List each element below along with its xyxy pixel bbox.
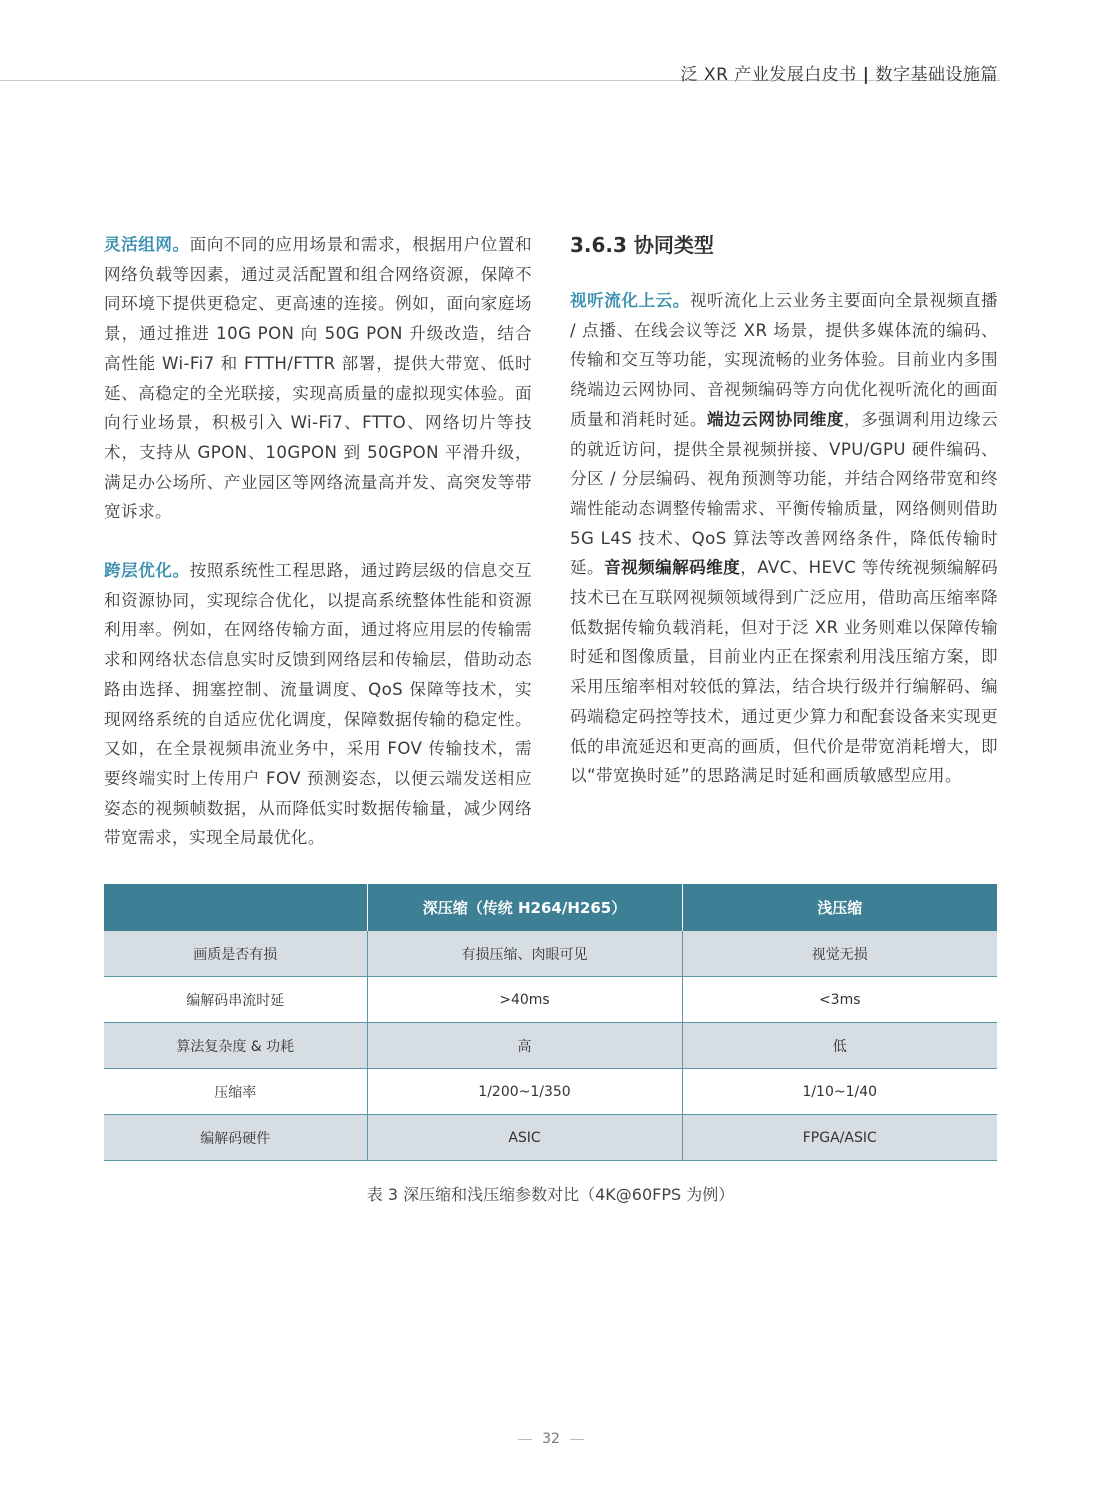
page-number: 32	[542, 1431, 560, 1447]
table-row	[104, 1115, 997, 1161]
table-cell: 算法复杂度 & 功耗	[104, 1023, 367, 1069]
paragraph-lead: 灵活组网。	[104, 235, 190, 254]
paragraph-text: 面向不同的应用场景和需求，根据用户位置和网络负载等因素，通过灵活配置和组合网络资源，保障不同环境下提供更稳定、更高速的连接。例如，面向家庭场景，通过推进 10G PON 向 50G PON 升级改造，结合高性能 Wi-Fi7 和 FTTH/FTTR 部署，提供大带宽、低时延、高稳定的全光联接，实现高质量的虚拟现实体验。面向行业场景，积极引入 Wi-Fi7、FTTO、网络切片等技术，支持从 GPON、10GPON 到 50GPON 平滑升级，满足办公场所、产业园区等网络流量高并发、高突发等带宽诉求。	[104, 235, 533, 522]
table-row	[104, 977, 997, 1023]
footer-dash	[570, 1439, 584, 1440]
page-footer	[0, 1431, 1102, 1447]
left-column	[104, 230, 532, 853]
table-row	[104, 1023, 997, 1069]
paragraph-text: ，多强调利用边缘云的就近访问，提供全景视频拼接、VPU/GPU 硬件编码、分区 / 分层编码、视角预测等功能，并结合网络带宽和终端性能动态调整传输需求、平衡传输质量，网络侧则借助 5G L4S 技术、QoS 算法等改善网络条件，降低传输时延。	[570, 409, 998, 578]
paragraph-flexible-networking	[104, 230, 532, 527]
table-caption: 表 3 深压缩和浅压缩参数对比（4K@60FPS 为例）	[366, 1185, 735, 1204]
table-cell: 编解码硬件	[104, 1115, 367, 1161]
footer-dash	[518, 1439, 532, 1440]
table-cell: 编解码串流时延	[104, 977, 367, 1023]
table-cell: >40ms	[367, 977, 682, 1023]
table-header-cell: 浅压缩	[682, 884, 997, 931]
paragraph-cross-layer	[104, 556, 532, 853]
table-header-cell: 深压缩（传统 H264/H265）	[367, 884, 682, 931]
section-heading: 3.6.3 协同类型	[570, 233, 714, 257]
table-row	[104, 1069, 997, 1115]
document-title: 泛 XR 产业发展白皮书	[680, 65, 857, 85]
section-title: 数字基础设施篇	[875, 65, 998, 85]
table-header-cell	[104, 884, 367, 931]
running-header	[681, 60, 998, 85]
paragraph-text: 按照系统性工程思路，通过跨层级的信息交互和资源协同，实现综合优化，以提高系统整体性能和资源利用率。例如，在网络传输方面，通过将应用层的传输需求和网络状态信息实时反馈到网络层和传输层，借助动态路由选择、拥塞控制、流量调度、QoS 保障等技术，实现网络系统的自适应优化调度，保障数据传输的稳定性。又如，在全景视频串流业务中，采用 FOV 传输技术，需要终端实时上传用户 FOV 预测姿态，以便云端发送相应姿态的视频帧数据，从而降低实时数据传输量，减少网络带宽需求，实现全局最优化。	[104, 561, 533, 848]
table-header-row	[104, 884, 997, 931]
comparison-table	[104, 884, 997, 1161]
bold-term: 音视频编解码维度	[604, 558, 741, 578]
paragraph-text: 视听流化上云业务主要面向全景视频直播 / 点播、在线会议等泛 XR 场景，提供多媒体流的编码、传输和交互等功能，实现流畅的业务体验。目前业内多围绕端边云网协同、音视频编码等方向优化视听流化的画面质量和消耗时延。	[570, 291, 998, 429]
paragraph-lead: 跨层优化。	[104, 561, 190, 581]
paragraph-av-streaming	[570, 286, 998, 791]
right-column	[570, 230, 998, 791]
table-cell: 画质是否有损	[104, 931, 367, 977]
table-cell: FPGA/ASIC	[682, 1115, 997, 1161]
table-row	[104, 931, 997, 977]
table-cell: 压缩率	[104, 1069, 367, 1115]
table-cell: 1/10~1/40	[682, 1069, 997, 1115]
bold-term: 端边云网协同维度	[707, 409, 844, 429]
table-cell: 1/200~1/350	[367, 1069, 682, 1115]
table-cell: 低	[682, 1023, 997, 1069]
paragraph-lead: 视听流化上云。	[570, 291, 690, 310]
table-cell: 高	[367, 1023, 682, 1069]
comparison-table-container	[104, 884, 997, 1161]
header-separator: |	[862, 65, 870, 85]
table-cell: 有损压缩、肉眼可见	[367, 931, 682, 977]
table-cell: <3ms	[682, 977, 997, 1023]
paragraph-text: ，AVC、HEVC 等传统视频编解码技术已在互联网视频领域得到广泛应用，借助高压缩率降低数据传输负载消耗，但对于泛 XR 业务则难以保障传输时延和图像质量，目前业内正在探索利用浅压缩方案，即采用压缩率相对较低的算法，结合块行级并行编解码、编码端稳定码控等技术，通过更少算力和配套设备来实现更低的串流延迟和更高的画质，但代价是带宽消耗增大，即以“带宽换时延”的思路满足时延和画质敏感型应用。	[570, 558, 998, 786]
table-cell: 视觉无损	[682, 931, 997, 977]
table-cell: ASIC	[367, 1115, 682, 1161]
